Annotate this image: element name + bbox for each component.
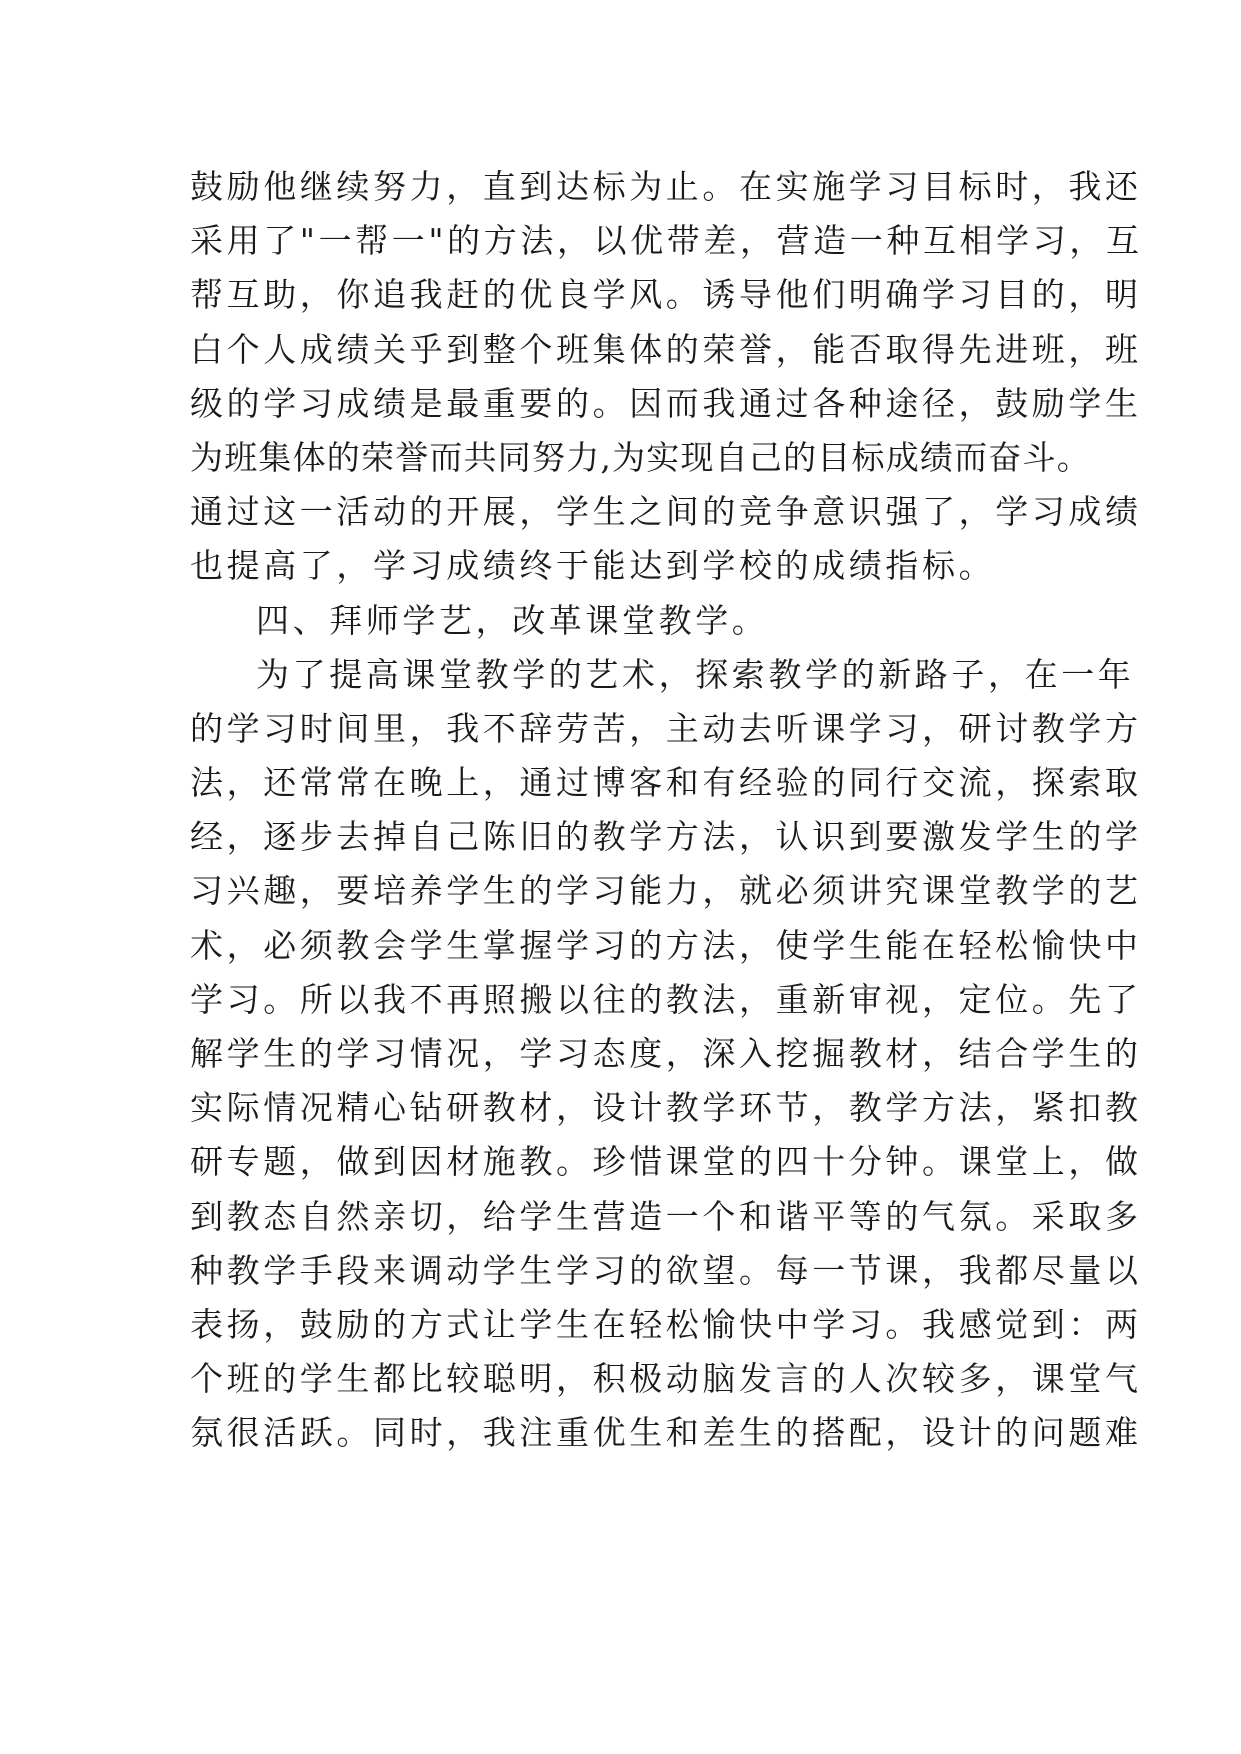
text-line: 习兴趣，要培养学生的学习能力，就必须讲究课堂教学的艺 — [190, 871, 1142, 911]
text-line: 为了提高课堂教学的艺术，探索教学的新路子，在一年 — [256, 654, 1135, 694]
text-line: 鼓励他继续努力，直到达标为止。在实施学习目标时，我还 — [190, 167, 1142, 206]
section-heading: 四、拜师学艺，改革课堂教学。 — [256, 600, 769, 640]
text-line: 种教学手段来调动学生学习的欲望。每一节课，我都尽量以 — [190, 1250, 1142, 1290]
body-text — [190, 160, 1143, 1461]
text-line: 氛很活跃。同时，我注重优生和差生的搭配，设计的问题难 — [190, 1413, 1142, 1453]
text-line: 法，还常常在晚上，通过博客和有经验的同行交流，探索取 — [190, 763, 1142, 803]
text-line: 术，必须教会学生掌握学习的方法，使学生能在轻松愉快中 — [190, 925, 1142, 965]
text-line: 实际情况精心钻研教材，设计教学环节，教学方法，紧扣教 — [190, 1088, 1142, 1128]
text-line: 到教态自然亲切，给学生营造一个和谐平等的气氛。采取多 — [190, 1196, 1142, 1236]
text-line: 采用了"一帮一"的方法，以优带差，营造一种互相学习，互 — [190, 221, 1143, 261]
text-line: 级的学习成绩是最重要的。因而我通过各种途径，鼓励学生 — [190, 383, 1142, 423]
text-line: 个班的学生都比较聪明，积极动脑发言的人次较多，课堂气 — [190, 1359, 1142, 1399]
text-line: 也提高了，学习成绩终于能达到学校的成绩指标。 — [190, 546, 996, 586]
text-line: 经，逐步去掉自己陈旧的教学方法，认识到要激发学生的学 — [190, 817, 1142, 857]
text-line: 解学生的学习情况，学习态度，深入挖掘教材，结合学生的 — [190, 1034, 1142, 1073]
text-line: 的学习时间里，我不辞劳苦，主动去听课学习，研讨教学方 — [190, 708, 1142, 748]
text-line: 帮互助，你追我赶的优良学风。诱导他们明确学习目的，明 — [190, 275, 1142, 315]
text-line: 为班集体的荣誉而共同努力,为实现自己的目标成绩而奋斗。 — [190, 437, 1091, 477]
text-line: 通过这一活动的开展，学生之间的竞争意识强了，学习成绩 — [190, 492, 1142, 532]
text-line: 学习。所以我不再照搬以往的教法，重新审视，定位。先了 — [190, 979, 1142, 1019]
text-line: 白个人成绩关乎到整个班集体的荣誉，能否取得先进班，班 — [190, 329, 1142, 369]
text-line: 研专题，做到因材施教。珍惜课堂的四十分钟。课堂上，做 — [190, 1142, 1142, 1182]
text-line: 表扬，鼓励的方式让学生在轻松愉快中学习。我感觉到：两 — [190, 1304, 1142, 1344]
